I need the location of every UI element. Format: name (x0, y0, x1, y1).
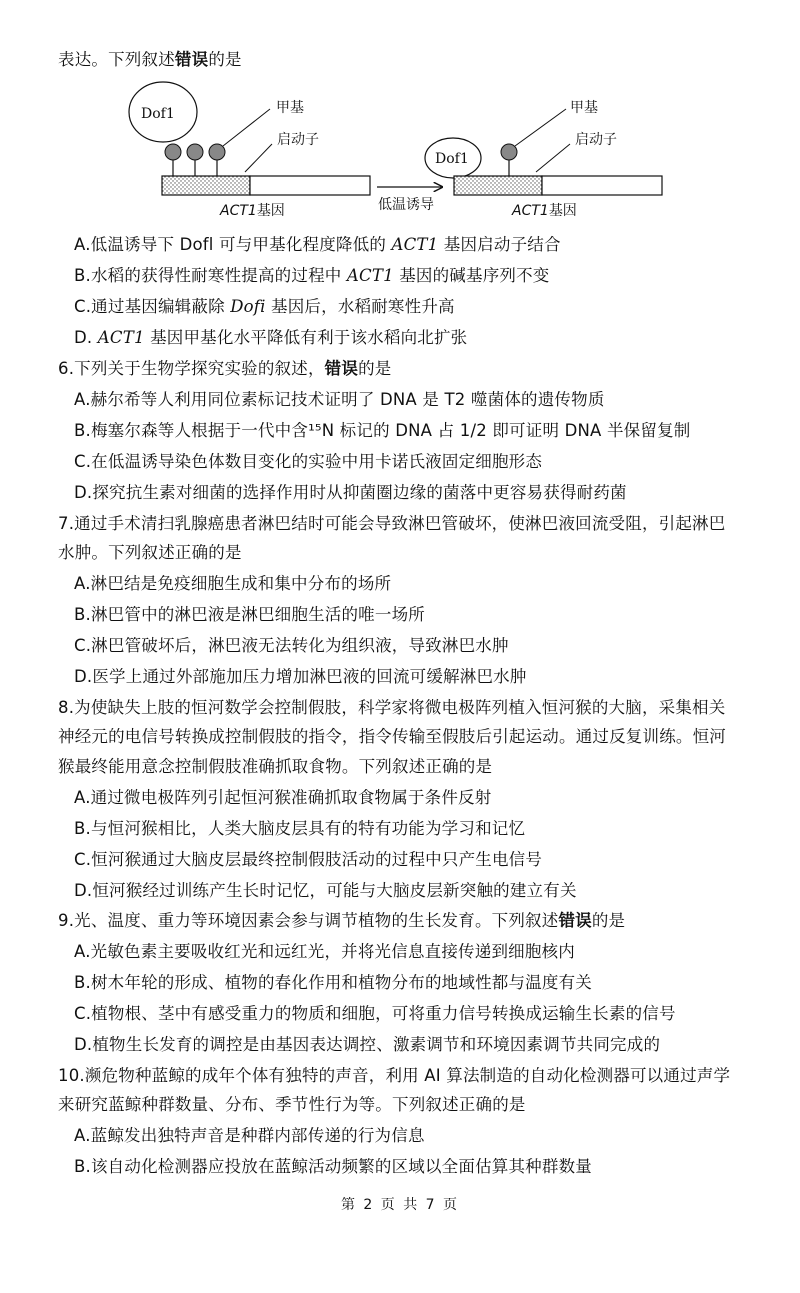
q5-option-a (74, 234, 561, 256)
methyl-group (501, 144, 517, 160)
q8-stem-line2: 神经元的电信号转换成控制假肢的指令，指令传输至假肢后引起运动。通过反复训练。恒河 (58, 727, 726, 746)
dof1-label-right: Dof1 (435, 151, 469, 167)
intro-line (58, 49, 242, 71)
q6-option-c: C.在低温诱导染色体数目变化的实验中用卡诺氏液固定细胞形态 (74, 452, 543, 471)
q10-option-a: A.蓝鲸发出独特声音是种群内部传递的行为信息 (74, 1126, 425, 1145)
q8-option-a: A.通过微电极阵列引起恒河猴准确抓取食物属于条件反射 (74, 788, 492, 807)
q10-stem-line1: 10.濒危物种蓝鲸的成年个体有独特的声音，利用 AI 算法制造的自动化检测器可以通过声学 (58, 1066, 731, 1085)
methyl-pointer-left (223, 109, 270, 146)
q8-stem-line1: 8.为使缺失上肢的恒河数学会控制假肢，科学家将微电极阵列植入恒河猴的大脑，采集相关 (58, 698, 726, 717)
gene-label-left (219, 202, 285, 219)
left-panel (129, 82, 370, 219)
gene-suffix: 基因 (548, 203, 577, 219)
q7-option-a: A.淋巴结是免疫细胞生成和集中分布的场所 (74, 574, 392, 593)
promoter-label-right: 启动子 (575, 132, 617, 148)
q7-stem-line1: 7.通过手术清扫乳腺癌患者淋巴结时可能会导致淋巴管破坏，使淋巴液回流受阻，引起淋巴 (58, 514, 726, 533)
gene-label-right (511, 202, 577, 219)
induction-arrow (377, 187, 442, 213)
q8-stem-line3: 猴最终能用意念控制假肢准确抓取食物。下列叙述正确的是 (58, 757, 493, 776)
option-text: 基因后，水稻耐寒性升高 (265, 297, 455, 316)
methyl-label-right: 甲基 (570, 100, 598, 116)
q10-stem-line2: 来研究蓝鲸种群数量、分布、季节性行为等。下列叙述正确的是 (58, 1095, 526, 1114)
dof1-label-left: Dof1 (141, 106, 175, 122)
q9-option-a: A.光敏色素主要吸收红光和远红光，并将光信息直接传递到细胞核内 (74, 942, 575, 961)
stem-text-end: 的是 (591, 911, 626, 930)
q9-option-b: B.树木年轮的形成、植物的春化作用和植物分布的地域性都与温度有关 (74, 973, 592, 992)
arrow-label: 低温诱导 (378, 197, 434, 213)
gene-region-left (250, 176, 370, 195)
gene-name-italic: ACT1 (220, 203, 257, 219)
emphasis-word: 错误 (174, 50, 209, 69)
methyl-label-left: 甲基 (276, 100, 304, 116)
promoter-region-right (454, 176, 542, 195)
q6-option-a: A.赫尔希等人利用同位素标记技术证明了 DNA 是 T2 噬菌体的遗传物质 (74, 390, 605, 409)
option-text: 基因启动子结合 (438, 235, 561, 254)
q7-option-c: C.淋巴管破坏后，淋巴液无法转化为组织液，导致淋巴水肿 (74, 636, 509, 655)
methyl-group (187, 144, 203, 160)
option-text: 基因的碱基序列不变 (393, 266, 550, 285)
methyl-group (209, 144, 225, 160)
methylation-diagram (120, 72, 680, 222)
q5-option-c (74, 296, 455, 318)
gene-italic: ACT1 (391, 235, 439, 254)
promoter-label-left: 启动子 (277, 132, 319, 148)
q7-option-d: D.医学上通过外部施加压力增加淋巴液的回流可缓解淋巴水肿 (74, 667, 527, 686)
q6-stem (58, 358, 391, 380)
gene-suffix: 基因 (256, 203, 285, 219)
q8-option-c: C.恒河猴通过大脑皮层最终控制假肢活动的过程中只产生电信号 (74, 850, 543, 869)
promoter-region-left (162, 176, 250, 195)
gene-italic: ACT1 (97, 328, 145, 347)
q9-stem (58, 910, 625, 932)
intro-text-end: 的是 (208, 50, 242, 69)
promoter-pointer-right (536, 144, 570, 172)
page-footer: 第 2 页 共 7 页 (340, 1197, 460, 1213)
option-text: C.通过基因编辑蔽除 (74, 297, 231, 316)
gene-italic: Dofi (230, 297, 266, 316)
stem-text: 6.下列关于生物学探究实验的叙述， (58, 359, 325, 378)
option-text: 基因甲基化水平降低有利于该水稻向北扩张 (144, 328, 468, 347)
emphasis-word: 错误 (558, 911, 592, 930)
q7-option-b: B.淋巴管中的淋巴液是淋巴细胞生活的唯一场所 (74, 605, 425, 624)
q5-option-d (74, 327, 467, 349)
intro-text: 表达。下列叙述 (58, 50, 175, 69)
gene-region-right (542, 176, 662, 195)
methyl-pointer-right (515, 109, 566, 146)
option-text: A.低温诱导下 Dofl 可与甲基化程度降低的 (74, 235, 392, 254)
q10-option-b: B.该自动化检测器应投放在蓝鲸活动频繁的区域以全面估算其种群数量 (74, 1157, 592, 1176)
q8-option-b: B.与恒河猴相比，人类大脑皮层具有的特有功能为学习和记忆 (74, 819, 526, 838)
option-text: B.水稻的获得性耐寒性提高的过程中 (74, 266, 347, 285)
emphasis-word: 错误 (324, 359, 359, 378)
option-text: D. (74, 328, 98, 347)
stem-text: 9.光、温度、重力等环境因素会参与调节植物的生长发育。下列叙述 (58, 911, 559, 930)
gene-italic: ACT1 (346, 266, 394, 285)
q7-stem-line2: 水肿。下列叙述正确的是 (58, 543, 242, 562)
stem-text-end: 的是 (358, 359, 392, 378)
q5-option-b (74, 265, 550, 287)
methyl-group (165, 144, 181, 160)
q6-option-b: B.梅塞尔森等人根据于一代中含¹⁵N 标记的 DNA 占 1/2 即可证明 DNA 半保留复制 (74, 421, 691, 440)
right-panel (425, 99, 662, 219)
q9-option-c: C.植物根、茎中有感受重力的物质和细胞，可将重力信号转换成运输生长素的信号 (74, 1004, 676, 1023)
q8-option-d: D.恒河猴经过训练产生长时记忆，可能与大脑皮层新突触的建立有关 (74, 881, 577, 900)
q6-option-d: D.探究抗生素对细菌的选择作用时从抑菌圈边缘的菌落中更容易获得耐药菌 (74, 483, 627, 502)
q9-option-d: D.植物生长发育的调控是由基因表达调控、激素调节和环境因素调节共同完成的 (74, 1035, 661, 1054)
gene-name-italic: ACT1 (512, 203, 549, 219)
promoter-pointer-left (245, 144, 272, 172)
